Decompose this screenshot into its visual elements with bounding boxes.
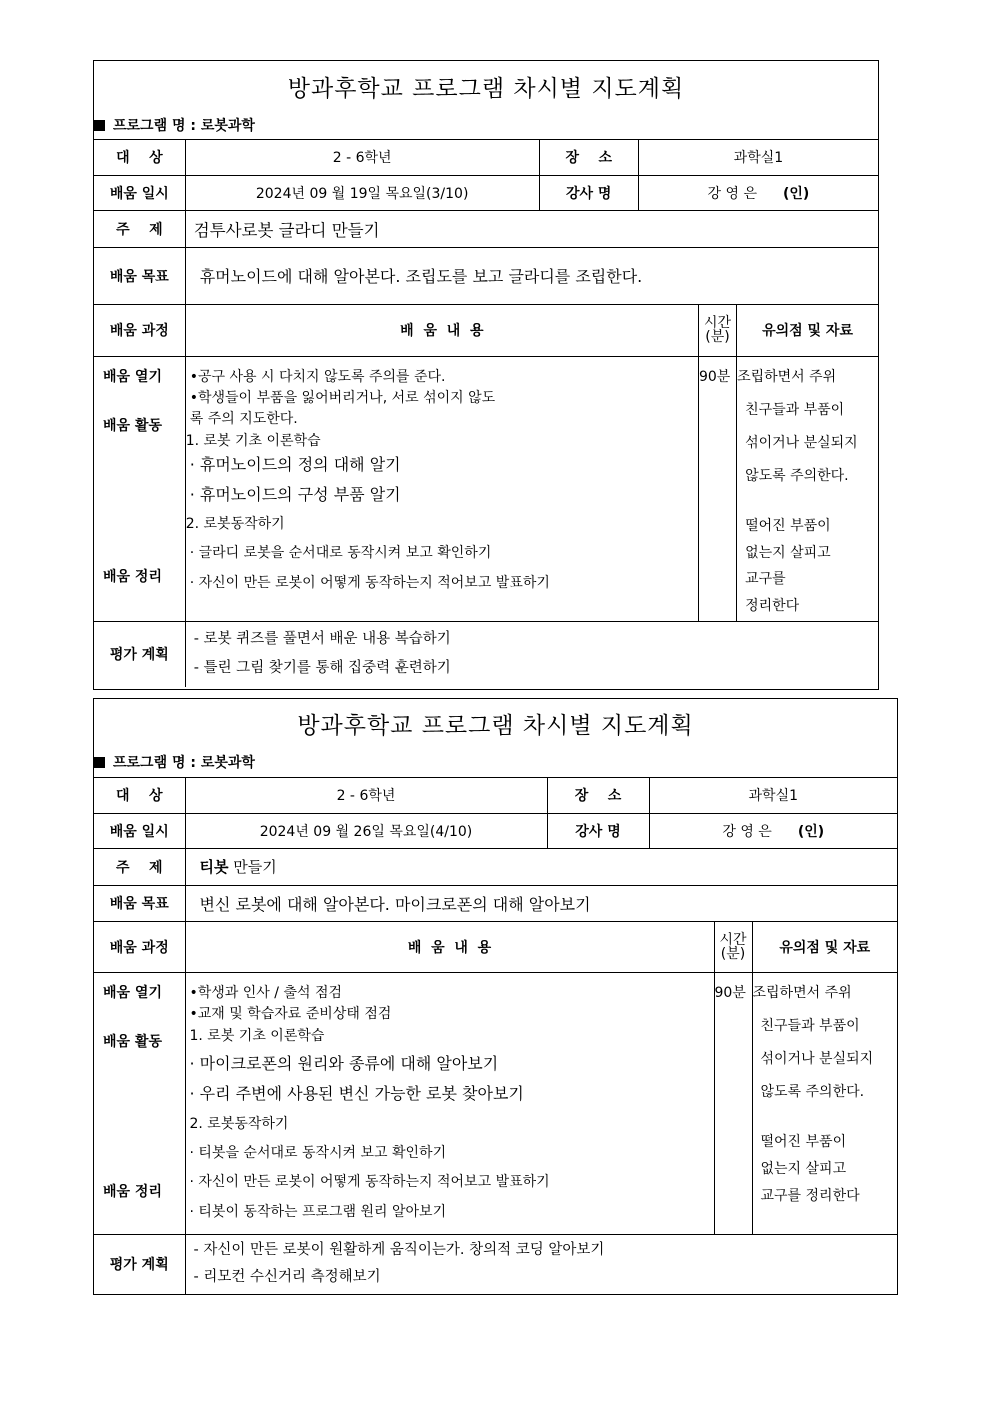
note-line: 섞이거나 분실되지 xyxy=(760,1050,874,1067)
phase-labels xyxy=(94,972,185,1234)
process-label: 배움 과정 xyxy=(94,304,185,356)
time-value: 90분 xyxy=(698,368,731,385)
content-line: •교재 및 학습자료 준비상태 점검 xyxy=(189,1005,392,1022)
content-line: 2. 로봇동작하기 xyxy=(185,515,285,532)
phase-open: 배움 열기 xyxy=(103,368,162,385)
eval-content xyxy=(185,1234,897,1294)
instructor-value: 강 영 은 (인) xyxy=(638,175,878,210)
goal-label: 배움 목표 xyxy=(94,247,185,304)
phase-open: 배움 열기 xyxy=(103,984,162,1001)
program-name: 프로그램 명 : 로봇과학 xyxy=(94,747,897,777)
note-line: 친구들과 부품이 xyxy=(760,1017,860,1034)
phase-labels xyxy=(94,356,185,621)
page-title: 방과후학교 프로그램 차시별 지도계획 xyxy=(287,75,685,102)
note-line: 정리한다 xyxy=(745,597,800,614)
content-line: · 마이크로폰의 원리와 종류에 대해 알아보기 xyxy=(189,1053,499,1073)
goal-value: 변신 로봇에 대해 알아본다. 마이크로폰의 대해 알아보기 xyxy=(185,885,897,921)
content-line: 2. 로봇동작하기 xyxy=(189,1115,289,1132)
note-line: 교구를 xyxy=(745,570,786,587)
content-line: 1. 로봇 기초 이론학습 xyxy=(189,1027,325,1044)
topic-value: 검투사로봇 글라디 만들기 xyxy=(185,210,878,247)
note-line: 친구들과 부품이 xyxy=(745,401,845,418)
eval-content xyxy=(185,621,878,687)
notes-header: 유의점 및 자료 xyxy=(752,921,897,972)
eval-label: 평가 계획 xyxy=(94,1234,185,1294)
notes-header: 유의점 및 자료 xyxy=(737,304,878,356)
place-label: 장 소 xyxy=(539,139,638,175)
content-line: · 티봇이 동작하는 프로그램 원리 알아보기 xyxy=(189,1203,447,1220)
note-line: 섞이거나 분실되지 xyxy=(745,434,858,451)
place-value: 과학실1 xyxy=(649,777,897,813)
note-line: 교구를 정리한다 xyxy=(760,1187,860,1204)
time-header: 시간 (분) xyxy=(698,304,736,356)
goal-label: 배움 목표 xyxy=(94,885,185,921)
phase-wrap: 배움 정리 xyxy=(103,568,162,585)
phase-activity: 배움 활동 xyxy=(103,417,162,434)
lesson-content xyxy=(185,356,698,621)
topic-label: 주 제 xyxy=(94,848,185,885)
target-value: 2 - 6학년 xyxy=(185,777,547,813)
note-line: 않도록 주의한다. xyxy=(760,1083,865,1100)
content-header: 배 움 내 용 xyxy=(185,921,714,972)
date-label: 배움 일시 xyxy=(94,175,185,210)
eval-label: 평가 계획 xyxy=(94,621,185,687)
content-line: · 자신이 만든 로봇이 어떻게 동작하는지 적어보고 발표하기 xyxy=(189,574,550,591)
instructor-label: 강사 명 xyxy=(547,813,649,848)
program-name: 프로그램 명 : 로봇과학 xyxy=(94,111,878,139)
instructor-value: 강 영 은 (인) xyxy=(649,813,897,848)
content-line: 1. 로봇 기초 이론학습 xyxy=(185,432,321,449)
content-line: · 글라디 로봇을 순서대로 동작시켜 보고 확인하기 xyxy=(189,544,492,561)
notes-cell xyxy=(737,356,878,621)
instructor-label: 강사 명 xyxy=(539,175,638,210)
lesson-plan-table xyxy=(94,699,897,1294)
content-line: · 휴머노이드의 구성 부품 알기 xyxy=(189,484,401,504)
seal-mark: (인) xyxy=(782,185,810,202)
eval-line: - 로봇 퀴즈를 풀면서 배운 내용 복습하기 xyxy=(193,631,451,648)
topic-value: 티봇 만들기 xyxy=(185,848,897,885)
place-label: 장 소 xyxy=(547,777,649,813)
square-bullet-icon xyxy=(94,757,105,768)
note-line: 조립하면서 주위 xyxy=(752,984,852,1001)
content-header: 배 움 내 용 xyxy=(185,304,698,356)
lesson-plan-table xyxy=(94,61,878,687)
content-line: · 우리 주변에 사용된 변신 가능한 로봇 찾아보기 xyxy=(189,1083,524,1103)
eval-line: - 틀린 그림 찾기를 통해 집중력 훈련하기 xyxy=(193,660,451,677)
content-line: · 휴머노이드의 정의 대해 알기 xyxy=(189,454,401,474)
note-line: 떨어진 부품이 xyxy=(760,1133,847,1150)
process-label: 배움 과정 xyxy=(94,921,185,972)
eval-line: - 리모컨 수신거리 측정해보기 xyxy=(193,1269,381,1286)
place-value: 과학실1 xyxy=(638,139,878,175)
note-line: 조립하면서 주위 xyxy=(737,368,837,385)
time-value: 90분 xyxy=(714,984,746,1001)
target-label: 대 상 xyxy=(94,777,185,813)
phase-wrap: 배움 정리 xyxy=(103,1183,162,1200)
content-line: 록 주의 지도한다. xyxy=(189,410,298,427)
content-line: •학생과 인사 / 출석 점검 xyxy=(189,984,342,1001)
date-value: 2024년 09 월 19일 목요일(3/10) xyxy=(185,175,539,210)
note-line: 없는지 살피고 xyxy=(745,544,831,561)
content-line: •공구 사용 시 다치지 않도록 주의를 준다. xyxy=(189,368,446,385)
note-line: 없는지 살피고 xyxy=(760,1160,847,1177)
lesson-plan-2 xyxy=(93,698,898,1295)
target-label: 대 상 xyxy=(94,139,185,175)
time-value-cell xyxy=(698,356,736,621)
note-line: 않도록 주의한다. xyxy=(745,467,849,484)
topic-label: 주 제 xyxy=(94,210,185,247)
time-value-cell xyxy=(714,972,752,1234)
target-value: 2 - 6학년 xyxy=(185,139,539,175)
lesson-plan-1 xyxy=(93,60,879,690)
lesson-content xyxy=(185,972,714,1234)
note-line: 떨어진 부품이 xyxy=(745,517,831,534)
content-line: · 자신이 만든 로봇이 어떻게 동작하는지 적어보고 발표하기 xyxy=(189,1173,550,1190)
page-title: 방과후학교 프로그램 차시별 지도계획 xyxy=(297,712,694,739)
content-line: •학생들이 부품을 잃어버리거나, 서로 섞이지 않도 xyxy=(189,389,496,406)
date-label: 배움 일시 xyxy=(94,813,185,848)
eval-line: - 자신이 만든 로봇이 원활하게 움직이는가. 창의적 코딩 알아보기 xyxy=(193,1242,605,1259)
date-value: 2024년 09 월 26일 목요일(4/10) xyxy=(185,813,547,848)
notes-cell xyxy=(752,972,897,1234)
phase-activity: 배움 활동 xyxy=(103,1033,162,1050)
square-bullet-icon xyxy=(94,120,105,131)
time-header: 시간 (분) xyxy=(714,921,752,972)
goal-value: 휴머노이드에 대해 알아본다. 조립도를 보고 글라디를 조립한다. xyxy=(185,247,878,304)
content-line: · 티봇을 순서대로 동작시켜 보고 확인하기 xyxy=(189,1144,447,1161)
seal-mark: (인) xyxy=(797,823,825,840)
